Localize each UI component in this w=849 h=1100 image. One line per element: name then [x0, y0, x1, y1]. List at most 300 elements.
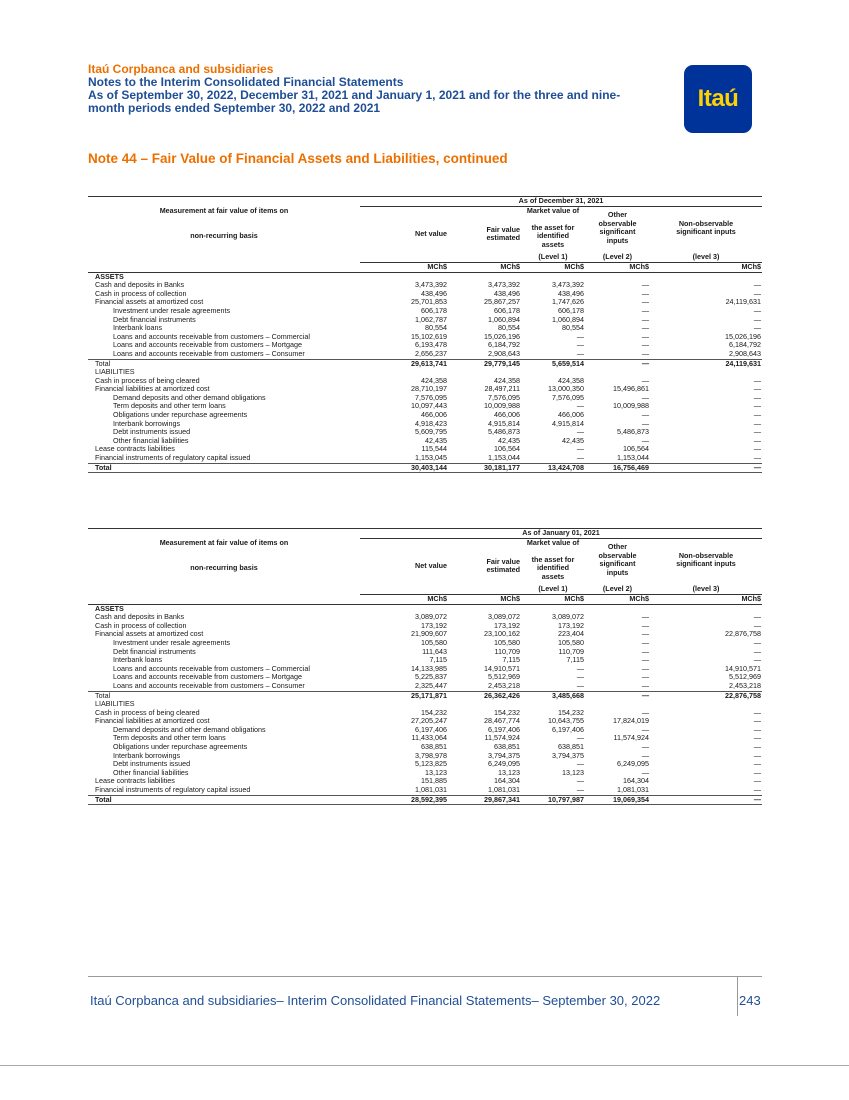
logo-text: Itaú	[697, 85, 739, 112]
value-cell: —	[641, 751, 649, 760]
value-cell: 1,060,894	[488, 315, 520, 324]
value-cell: —	[753, 393, 762, 402]
total-value: 29,613,741	[360, 359, 448, 368]
value-cell: 1,081,031	[488, 786, 520, 795]
table-row	[88, 420, 762, 429]
unit-label: MCh$	[629, 261, 649, 271]
other-observable-header-3: significant	[599, 559, 636, 569]
table-row	[88, 341, 762, 350]
row-label: Loans and accounts receivable from customers – Commercial	[113, 664, 310, 673]
value-cell: —	[641, 681, 649, 690]
row-label: Obligations under repurchase agreements	[113, 411, 248, 420]
value-cell: 13,123	[562, 768, 584, 777]
value-cell: 7,115	[566, 656, 584, 665]
value-cell: —	[576, 664, 584, 673]
other-observable-header: Other	[607, 210, 628, 219]
value-cell: 164,304	[623, 777, 649, 786]
row-label: Lease contracts liabilities	[95, 777, 175, 786]
value-cell: 173,192	[421, 621, 447, 630]
value-cell: 10,009,988	[484, 402, 520, 411]
page-bottom-rule	[0, 1065, 849, 1066]
value-cell: —	[753, 768, 762, 777]
value-cell: 6,193,478	[415, 341, 447, 350]
value-cell: —	[641, 289, 649, 298]
value-cell: 3,794,375	[552, 751, 584, 760]
measurement-heading-1: Measurement at fair value of items on	[159, 537, 289, 547]
row-label: Debt instruments issued	[113, 760, 191, 769]
value-cell: 80,554	[562, 324, 584, 333]
assets-total-row	[88, 691, 762, 700]
value-cell: 154,232	[558, 708, 584, 717]
value-cell: 424,358	[558, 376, 584, 385]
value-cell: 17,824,019	[613, 717, 649, 726]
value-cell: 80,554	[498, 324, 520, 333]
row-label: Loans and accounts receivable from customers – Consumer	[113, 349, 305, 358]
value-cell: 3,473,392	[552, 281, 584, 290]
value-cell: 21,909,607	[411, 630, 447, 639]
table-row	[88, 648, 762, 657]
market-value-header: Market value of	[526, 206, 580, 215]
value-cell: 424,358	[494, 376, 520, 385]
table-row	[88, 437, 762, 446]
total-value: 29,779,145	[448, 359, 521, 368]
value-cell: 7,115	[502, 656, 520, 665]
value-cell: 22,876,758	[725, 630, 762, 639]
value-cell: —	[753, 638, 762, 647]
value-cell: 424,358	[421, 376, 447, 385]
value-cell: —	[753, 289, 762, 298]
other-observable-header-4: inputs	[606, 567, 629, 577]
market-value-header-2: the asset for	[531, 554, 575, 564]
total-value: 22,876,758	[650, 691, 762, 700]
value-cell: 5,609,795	[415, 428, 447, 437]
value-cell: 638,851	[494, 743, 520, 752]
fair-value-header: Fair value	[486, 224, 520, 234]
market-value-header-3: identified	[537, 231, 569, 241]
value-cell: 154,232	[421, 708, 447, 717]
value-cell: 2,453,218	[488, 681, 520, 690]
level-1-label: (Level 1)	[538, 252, 568, 262]
value-cell: 10,097,443	[411, 402, 447, 411]
value-cell: —	[753, 613, 762, 622]
value-cell: 1,747,626	[552, 298, 584, 307]
table-row	[88, 428, 762, 437]
table-row	[88, 769, 762, 778]
non-observable-header-2: significant inputs	[676, 227, 736, 237]
value-cell: —	[753, 647, 762, 656]
value-cell: 438,496	[558, 289, 584, 298]
value-cell: —	[641, 306, 649, 315]
table-row	[88, 316, 762, 325]
value-cell: 2,908,643	[729, 349, 762, 358]
value-cell: —	[576, 777, 584, 786]
value-cell: —	[753, 717, 762, 726]
value-cell: —	[641, 725, 649, 734]
fair-value-header: Fair value	[486, 556, 520, 566]
document-header	[88, 63, 668, 115]
value-cell: 4,915,814	[552, 419, 584, 428]
row-label: Financial instruments of regulatory capital issued	[95, 454, 251, 463]
value-cell: 110,709	[558, 647, 584, 656]
value-cell: 4,918,423	[415, 419, 447, 428]
value-cell: —	[641, 656, 649, 665]
row-label: Financial instruments of regulatory capital issued	[95, 786, 251, 795]
table-row	[88, 290, 762, 299]
other-observable-header-2: observable	[598, 550, 637, 560]
footer-divider	[88, 976, 762, 977]
value-cell: 3,089,072	[415, 613, 447, 622]
value-cell: 3,798,978	[415, 751, 447, 760]
table-row	[88, 350, 762, 359]
value-cell: —	[641, 349, 649, 358]
value-cell: —	[753, 315, 762, 324]
other-observable-header: Other	[607, 542, 628, 551]
row-label: Demand deposits and other demand obligations	[113, 393, 266, 402]
table-row	[88, 786, 762, 795]
row-label: Debt instruments issued	[113, 428, 191, 437]
value-cell: 105,580	[421, 638, 447, 647]
value-cell: 5,512,969	[729, 673, 762, 682]
measurement-heading-2: non-recurring basis	[190, 231, 258, 241]
fair-value-table-dec-2021	[88, 196, 762, 473]
value-cell: 105,580	[494, 638, 520, 647]
value-cell: 6,249,095	[617, 760, 649, 769]
value-cell: —	[576, 341, 584, 350]
value-cell: 5,486,873	[617, 428, 649, 437]
row-label: Cash and deposits in Banks	[95, 613, 185, 622]
net-value-header: Net value	[415, 561, 447, 571]
market-value-header-4: assets	[541, 239, 565, 249]
value-cell: 6,197,406	[488, 725, 520, 734]
value-cell: 438,496	[494, 289, 520, 298]
footer-text: Itaú Corpbanca and subsidiaries– Interim Consolidated Financial Statements– September 30, 2022	[90, 993, 661, 1008]
value-cell: —	[753, 621, 762, 630]
value-cell: 14,133,985	[411, 664, 447, 673]
value-cell: —	[641, 324, 649, 333]
total-label: Total	[88, 463, 360, 473]
table-row	[88, 760, 762, 769]
row-label: Interbank loans	[113, 324, 163, 333]
value-cell: 25,701,853	[411, 298, 447, 307]
value-cell: —	[641, 315, 649, 324]
period-label: As of January 01, 2021	[522, 528, 600, 538]
value-cell: 5,486,873	[488, 428, 520, 437]
value-cell: 223,404	[558, 630, 584, 639]
unit-label: MCh$	[741, 261, 762, 271]
value-cell: —	[753, 419, 762, 428]
value-cell: —	[753, 656, 762, 665]
value-cell: —	[753, 411, 762, 420]
total-value: —	[650, 795, 762, 805]
value-cell: —	[753, 402, 762, 411]
fair-value-header-2: estimated	[486, 565, 520, 575]
value-cell: 5,512,969	[488, 673, 520, 682]
value-cell: 7,576,095	[415, 393, 447, 402]
value-cell: 6,197,406	[552, 725, 584, 734]
total-value: —	[650, 463, 762, 473]
value-cell: 106,564	[623, 445, 649, 454]
value-cell: 15,026,196	[484, 332, 520, 341]
other-observable-header-4: inputs	[606, 235, 629, 245]
total-value: 30,403,144	[360, 463, 448, 473]
value-cell: —	[641, 298, 649, 307]
table-row	[88, 709, 762, 718]
row-label: Debt financial instruments	[113, 315, 196, 324]
value-cell: 25,867,257	[484, 298, 520, 307]
total-value: 5,659,514	[521, 359, 585, 368]
level-3-label: (level 3)	[692, 584, 720, 594]
value-cell: —	[753, 734, 762, 743]
value-cell: 5,123,825	[415, 760, 447, 769]
value-cell: —	[576, 734, 584, 743]
value-cell: 28,467,774	[484, 717, 520, 726]
value-cell: 28,710,197	[411, 385, 447, 394]
value-cell: 42,435	[425, 436, 447, 445]
value-cell: 1,153,044	[617, 454, 649, 463]
value-cell: —	[641, 341, 649, 350]
value-cell: —	[641, 743, 649, 752]
table-row	[88, 394, 762, 403]
value-cell: —	[641, 630, 649, 639]
value-cell: 2,453,218	[729, 681, 762, 690]
row-label: Term deposits and other term loans	[113, 402, 226, 411]
table-row	[88, 402, 762, 411]
value-cell: —	[641, 419, 649, 428]
row-label: Obligations under repurchase agreements	[113, 743, 248, 752]
row-label: Interbank borrowings	[113, 419, 181, 428]
table-row	[88, 673, 762, 682]
table-row	[88, 324, 762, 333]
value-cell: —	[641, 332, 649, 341]
liabilities-section-label: LIABILITIES	[95, 700, 135, 709]
total-value: 16,756,469	[585, 463, 650, 473]
value-cell: 466,006	[494, 411, 520, 420]
value-cell: 28,497,211	[484, 385, 520, 394]
value-cell: 606,178	[421, 306, 447, 315]
value-cell: —	[641, 664, 649, 673]
total-value: 10,797,987	[521, 795, 585, 805]
value-cell: —	[753, 445, 762, 454]
unit-label: MCh$	[629, 593, 649, 603]
value-cell: —	[576, 428, 584, 437]
liabilities-total-row	[88, 463, 762, 473]
table-row	[88, 726, 762, 735]
table-row	[88, 613, 762, 622]
value-cell: —	[641, 647, 649, 656]
table-row	[88, 307, 762, 316]
header-line-1: Notes to the Interim Consolidated Financial Statements	[88, 75, 404, 89]
header-line-3: month periods ended September 30, 2022 and 2021	[88, 101, 381, 115]
unit-label: MCh$	[500, 593, 520, 603]
value-cell: —	[753, 760, 762, 769]
total-label: Total	[88, 359, 360, 368]
value-cell: —	[576, 349, 584, 358]
value-cell: —	[576, 402, 584, 411]
value-cell: —	[576, 760, 584, 769]
value-cell: 13,000,350	[548, 385, 584, 394]
row-label: Cash in process of being cleared	[95, 708, 200, 717]
row-label: Investment under resale agreements	[113, 638, 231, 647]
value-cell: 15,496,861	[613, 385, 649, 394]
table-row	[88, 682, 762, 691]
table-row	[88, 665, 762, 674]
value-cell: —	[753, 281, 762, 290]
non-observable-header: Non-observable	[678, 218, 734, 228]
net-value-header: Net value	[415, 229, 447, 239]
table-row	[88, 411, 762, 420]
note-title: Note 44 – Fair Value of Financial Assets and Liabilities, continued	[88, 151, 508, 166]
page-number: 243	[739, 993, 761, 1008]
measurement-heading-2: non-recurring basis	[190, 563, 258, 573]
value-cell: —	[641, 638, 649, 647]
value-cell: 466,006	[421, 411, 447, 420]
value-cell: 638,851	[558, 743, 584, 752]
liabilities-total-row	[88, 795, 762, 805]
level-2-label: (Level 2)	[602, 584, 633, 594]
table-row	[88, 639, 762, 648]
value-cell: —	[641, 376, 649, 385]
value-cell: 11,574,924	[613, 734, 649, 743]
value-cell: 27,205,247	[411, 717, 447, 726]
value-cell: 606,178	[494, 306, 520, 315]
value-cell: —	[641, 768, 649, 777]
table-row	[88, 717, 762, 726]
value-cell: —	[576, 681, 584, 690]
total-value: 28,592,395	[360, 795, 448, 805]
fair-value-header-2: estimated	[486, 233, 520, 243]
value-cell: 438,496	[421, 289, 447, 298]
value-cell: —	[753, 385, 762, 394]
total-value: —	[585, 691, 650, 700]
value-cell: 1,060,894	[552, 315, 584, 324]
total-value: 26,362,426	[448, 691, 521, 700]
value-cell: 42,435	[498, 436, 520, 445]
table-row	[88, 622, 762, 631]
value-cell: 1,081,031	[617, 786, 649, 795]
row-label: Cash in process of collection	[95, 289, 187, 298]
table-row	[88, 752, 762, 761]
value-cell: 2,656,237	[415, 349, 447, 358]
value-cell: —	[753, 324, 762, 333]
fair-value-table	[88, 528, 762, 805]
value-cell: —	[753, 777, 762, 786]
value-cell: —	[753, 751, 762, 760]
assets-total-row	[88, 359, 762, 368]
table-row	[88, 777, 762, 786]
value-cell: 14,910,571	[725, 664, 762, 673]
value-cell: —	[753, 786, 762, 795]
market-value-header-4: assets	[541, 571, 565, 581]
value-cell: 13,123	[425, 768, 447, 777]
value-cell: —	[576, 454, 584, 463]
table-row	[88, 734, 762, 743]
value-cell: 154,232	[494, 708, 520, 717]
value-cell: 42,435	[562, 436, 584, 445]
measurement-heading-1: Measurement at fair value of items on	[159, 205, 289, 215]
row-label: Cash in process of collection	[95, 621, 187, 630]
row-label: Interbank loans	[113, 656, 163, 665]
value-cell: 7,576,095	[488, 393, 520, 402]
value-cell: —	[641, 708, 649, 717]
value-cell: 6,184,792	[729, 341, 762, 350]
value-cell: 7,576,095	[552, 393, 584, 402]
value-cell: —	[753, 306, 762, 315]
table-row	[88, 281, 762, 290]
total-value: 24,119,631	[650, 359, 762, 368]
value-cell: —	[753, 725, 762, 734]
value-cell: —	[641, 281, 649, 290]
row-label: Financial liabilities at amortized cost	[95, 717, 210, 726]
value-cell: 24,119,631	[725, 298, 762, 307]
value-cell: —	[576, 673, 584, 682]
value-cell: 15,102,619	[411, 332, 447, 341]
value-cell: —	[753, 708, 762, 717]
value-cell: 3,473,392	[415, 281, 447, 290]
assets-section-label: ASSETS	[95, 272, 124, 281]
market-value-header-3: identified	[537, 563, 569, 573]
value-cell: 3,089,072	[552, 613, 584, 622]
value-cell: 7,115	[429, 656, 447, 665]
period-label: As of December 31, 2021	[518, 196, 604, 206]
value-cell: 14,910,571	[484, 664, 520, 673]
value-cell: 173,192	[558, 621, 584, 630]
header-line-2: As of September 30, 2022, December 31, 2021 and January 1, 2021 and for the three and nine-	[88, 88, 621, 102]
value-cell: 6,184,792	[488, 341, 520, 350]
row-label: Lease contracts liabilities	[95, 445, 175, 454]
value-cell: 1,081,031	[415, 786, 447, 795]
value-cell: —	[576, 445, 584, 454]
table-row	[88, 743, 762, 752]
unit-label: MCh$	[564, 593, 584, 603]
row-label: Financial liabilities at amortized cost	[95, 385, 210, 394]
row-label: Cash in process of being cleared	[95, 376, 200, 385]
value-cell: 5,225,837	[415, 673, 447, 682]
market-value-header: Market value of	[526, 538, 580, 547]
row-label: Other financial liabilities	[113, 768, 189, 777]
total-value: —	[585, 359, 650, 368]
value-cell: —	[641, 411, 649, 420]
itau-logo	[684, 65, 752, 133]
non-observable-header: Non-observable	[678, 550, 734, 560]
fair-value-table	[88, 196, 762, 473]
value-cell: 1,062,787	[415, 315, 447, 324]
row-label: Investment under resale agreements	[113, 306, 231, 315]
value-cell: —	[576, 786, 584, 795]
assets-section-label: ASSETS	[95, 604, 124, 613]
value-cell: —	[641, 436, 649, 445]
footer-page-divider	[737, 976, 738, 1016]
total-value: 30,181,177	[448, 463, 521, 473]
value-cell: —	[641, 613, 649, 622]
value-cell: —	[753, 376, 762, 385]
value-cell: 4,915,814	[488, 419, 520, 428]
value-cell: 11,433,064	[411, 734, 447, 743]
value-cell: 115,544	[421, 445, 447, 454]
table-row	[88, 454, 762, 463]
value-cell: 3,794,375	[488, 751, 520, 760]
other-observable-header-2: observable	[598, 218, 637, 228]
value-cell: —	[641, 673, 649, 682]
company-name: Itaú Corpbanca and subsidiaries	[88, 62, 274, 76]
value-cell: 638,851	[421, 743, 447, 752]
value-cell: —	[576, 332, 584, 341]
total-value: 25,171,871	[360, 691, 448, 700]
table-row	[88, 298, 762, 307]
value-cell: 13,123	[498, 768, 520, 777]
unit-label: MCh$	[500, 261, 520, 271]
value-cell: 173,192	[494, 621, 520, 630]
level-3-label: (level 3)	[692, 252, 720, 262]
